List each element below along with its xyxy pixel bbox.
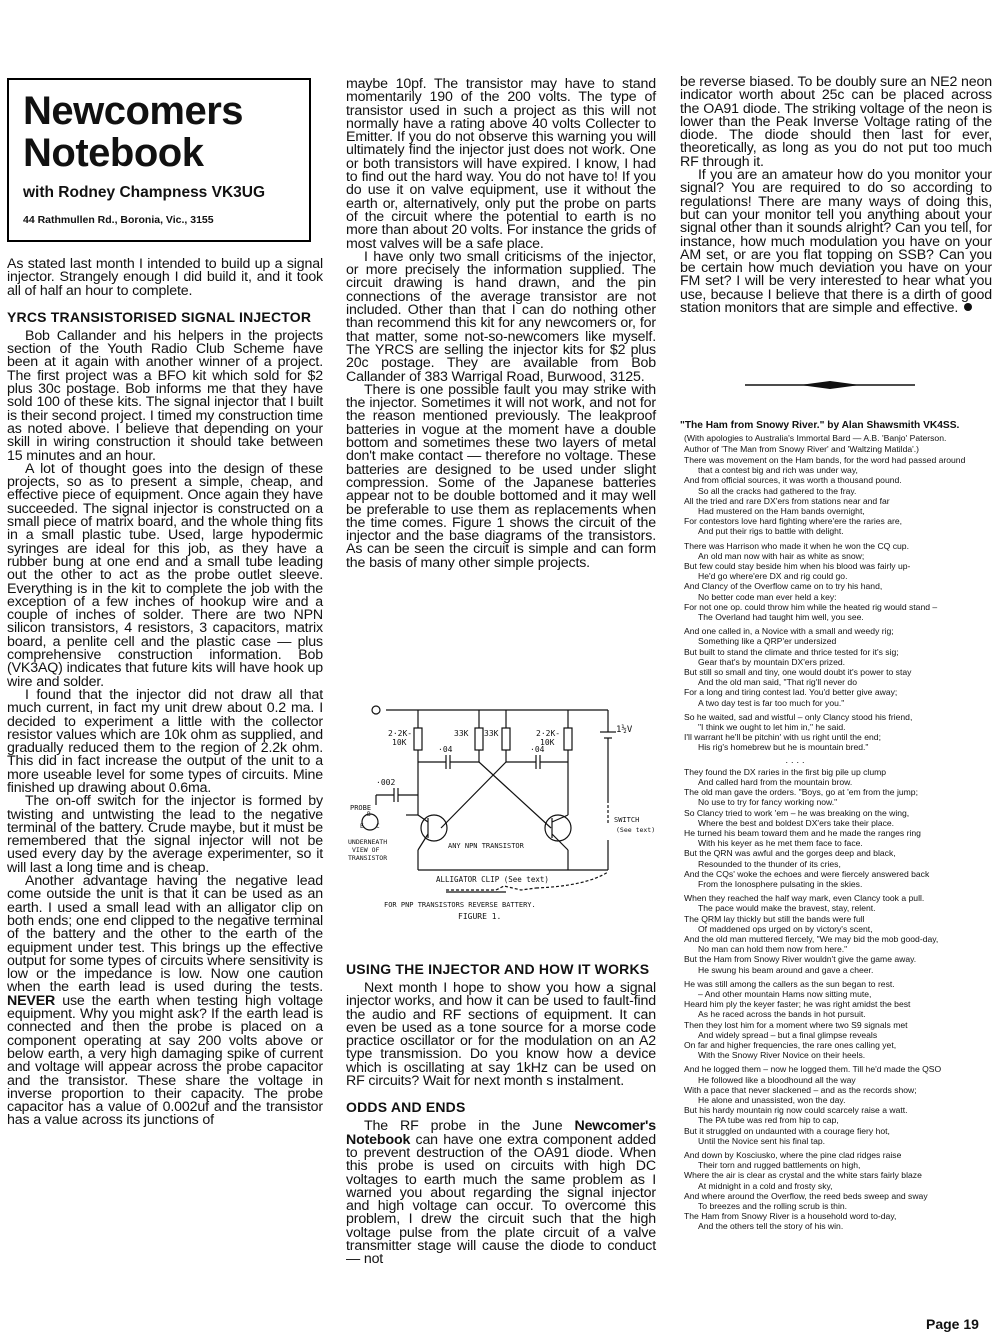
poem-line: With the Snowy River Novice on their heels.	[698, 1050, 866, 1061]
paragraph: maybe 10pf. The transistor may have to stand momentarily 190 of the 200 volts. The type of transistor used in such a project as this will not normally have a rating above 40 volts Collecter to Emitter. If you do not observe this warning you will ultimately find the injector just does not work. One or both transistors will have expired. I know, I had to find out the hard way. You do not have to! If you do use it on valve equipment, use it without the earth or, alternatively, only put the probe on parts of the circuit where the potential to earth is no more than about 20 volts. For instance the grids of most valves will be a safe place.	[346, 76, 656, 252]
paragraph: Bob Callander and his helpers in the projects section of the Youth Radio Club Scheme have been at it again with another winner of a project. The first project was a BFO kit which sold for $2 plus 30c postage. Bob informs me that they have sold 100 of these kits. The signal injector that I built is their second project. I timed my construction time as noted above. I believe that depending on your skill in wiring construction it should take between 15 minutes and an hour.	[7, 327, 323, 464]
section-heading-odds-and-ends: ODDS AND ENDS	[346, 1099, 466, 1116]
poem-line: As he raced across the bands in hot pursuit.	[698, 1009, 866, 1020]
poem-line: But few could stay beside him when his blood was fairly up-	[684, 561, 911, 572]
poem-line: Had mustered on the Ham bands overnight,	[698, 506, 865, 517]
svg-text:TRANSISTOR: TRANSISTOR	[348, 854, 388, 862]
pnp-note: FOR PNP TRANSISTORS REVERSE BATTERY.	[384, 901, 536, 909]
poem-line: There was movement on the Ham bands, for the word had passed around	[684, 455, 966, 465]
section-heading-injector: YRCS TRANSISTORISED SIGNAL INJECTOR	[7, 308, 312, 325]
poem-line: But the Ham from Snowy River wouldn't give the game away.	[684, 954, 917, 965]
paragraph: I found that the injector did not draw all that much current, in fact my unit drew about 0.2 ma. I decided to experiment a little with the collector resistor values which are 10k ohm as supplied, and gradually reduced them to the region of 2.2k ohm. This did in fact increase the output of the unit to a more useable level for some types of circuits. Mine finished up drawing about 0.6ma.	[7, 686, 323, 796]
poem-line: No better code man ever held a key:	[698, 591, 837, 602]
poem-stanzas	[680, 455, 995, 1232]
poem-line: He turned his beam toward them and he made the ranges ring	[684, 827, 921, 838]
poem-note: (With apologies to Australia's Immortal Bard — A.B. 'Banjo' Paterson.	[684, 433, 947, 443]
poem-line: He alone and unassisted, won the day.	[698, 1094, 846, 1105]
poem-stanza	[684, 1150, 995, 1232]
paragraph: I have only two small criticisms of the injector, or more precisely the information supplied. The circuit drawing is hand drawn, and the pin connections of the average transistor are not included. Other than that I can do nothing other than recommend this kit for any newcomers or, for that matter, some not-so-newcomers like myself. The YRCS are selling the injector kits for $2 plus 20c postage. They are available from Bob Callander of 383 Warrigal Road, Burwood, 3125.	[346, 248, 656, 385]
poem-line: From the Ionosphere pulsating in the skies.	[698, 878, 863, 889]
transistor-label: ANY NPN TRANSISTOR	[448, 842, 524, 850]
poem-separator: · · · ·	[785, 756, 805, 767]
poem-line: But the QRN was awful and the gorges deep and black,	[684, 848, 896, 859]
poem-line: "I think we ought to let him in," he said.	[698, 722, 846, 733]
paragraph: Another advantage having the negative lead come outside the unit is that it can be used as an earth. I used a small lead with an alligator clip on both ends; one end clipped to the negative terminal of the battery and the other to the earth of the equipment under test. This brings up the effective output for some types of circuits where sensitivity is low or the impedance is low. Now one caution when the earth lead is used during the tests. NEVER use the earth when testing high voltage equipment. Why you might ask? If the earth lead is connected and then the probe is placed on a component operating at say 200 volts above or below earth, a very high damaging spike of current and voltage will appear across the probe capacitor and the transistor. These share the voltage in inverse proportion to their capacity. The probe capacitor has a value of 0.002uf and the transistor has a value across its junctions of	[7, 873, 324, 1129]
svg-text:E: E	[360, 823, 364, 830]
poem-line: The QRM lay thickly but still the bands were full	[684, 913, 865, 924]
poem-line: Where the best and boldest DX'ers take their place.	[698, 817, 895, 828]
intro-paragraph: As stated last month I intended to build up a signal injector. Strangely enough I did build it, and it took all of half an hour to complete.	[7, 256, 323, 299]
svg-text:10K: 10K	[392, 738, 407, 747]
poem-stanza	[684, 455, 995, 537]
poem-line: On far and higher frequencies, the rare ones calling yet,	[684, 1039, 897, 1050]
paragraph: The on-off switch for the injector is formed by twisting and untwisting the lead to the negative terminal of the battery. Crude maybe, but it must be remembered that the signal injector will not be used every day by the average experimenter, so it will last a long time and is cheap.	[7, 793, 323, 876]
svg-text:UNDERNEATH: UNDERNEATH	[348, 838, 388, 846]
svg-text:33K: 33K	[484, 729, 499, 738]
section-heading-using-injector: USING THE INJECTOR AND HOW IT WORKS	[346, 961, 650, 977]
svg-text:PROBE: PROBE	[350, 804, 372, 812]
poem-line: Until the Novice sent his final tap.	[698, 1135, 826, 1146]
poem-line: But it struggled on undaunted with a courage fiery hot,	[684, 1125, 890, 1136]
svg-text:(See text): (See text)	[616, 826, 656, 834]
poem-line: And the old man muttered fiercely, "We may bid the mob good-day,	[684, 933, 939, 944]
poem-title: "The Ham from Snowy River." by Alan Shawsmith VK4SS.	[680, 420, 960, 431]
poem-line: The PA tube was red from hip to cap,	[698, 1115, 839, 1126]
poem-line: He swung his beam around and gave a cheer.	[698, 964, 874, 975]
poem-line: So Clancy tried to work 'em – he was breaking on the wing,	[684, 807, 910, 818]
poem-line: And from official sources, it was worth a thousand pound.	[684, 475, 902, 486]
poem-line: With his keyer as he met them face to face.	[698, 838, 863, 849]
paragraph: A lot of thought goes into the design of these projects, so as to present a simple, cheap, and effective piece of equipment. Once again they have succeeded. The signal injector is constructed on a small piece of matrix board, and the whole thing fits in a small plastic tube. Used, large hypodermic syringes are ideal for this job, as they have a rubber bung at one end and a small tube leading out the other to act as the probe outlet sleeve. Everything is in the kit to complete the job with the exception of a few inches of hookup wire and a couple of inches of solder. There are two NPN silicon transistors, 4 resistors, 3 capacitors, matrix board, a penlite cell and the plastic case — plus comprehensive construction information. Bob (VK3AQ) indicates that future kits will have hook up wire and solder.	[7, 460, 323, 690]
svg-text:VIEW OF: VIEW OF	[352, 846, 380, 854]
divider-ornament	[745, 380, 915, 390]
poem-stanza	[684, 541, 995, 623]
poem-line: that a contest big and rich was under way,	[698, 465, 858, 476]
poem-line: So all the cracks had gathered to the fray.	[698, 485, 857, 496]
poem-line: The Overland had taught him well, you see.	[698, 612, 864, 623]
figure-1-circuit	[346, 700, 656, 922]
poem-ham-from-snowy-river	[680, 420, 995, 1236]
poem-line: Their torn and rugged battlements on high,	[698, 1160, 861, 1171]
poem-line: And the old man said, "That rig'll never do	[698, 677, 857, 688]
svg-text:33K: 33K	[454, 729, 469, 738]
poem-line: And he logged them – now he logged them. Till he'd made the QSO	[684, 1064, 942, 1075]
poem-line: But his hardy mountain rig now could scarcely raise a watt.	[684, 1105, 908, 1116]
poem-note: Author of 'The Man from Snowy River' and 'Waltzing Matilda'.)	[684, 444, 920, 454]
poem-line: No man can hold them now from here."	[698, 944, 848, 955]
poem-line: No use to try for fancy working now."	[698, 797, 838, 808]
paragraph: Next month I hope to show you how a signal injector works, and how it can be used to fault-find the audio and RF sections of equipment. It can even be used as a tone source for a morse code practice oscillator or for the modulation on an A2 type transmission. Do you know how a device which is oscillating at say 1kHz can be used on RF circuits? Wait for next month s instalment.	[346, 980, 656, 1090]
poem-line: Where the air is clear as crystal and the white stars fairly blaze	[684, 1170, 922, 1181]
column-2-lower	[346, 950, 656, 1267]
end-of-article-dot-icon	[964, 303, 972, 311]
poem-line: There was Harrison who made it when he won the CQ cup.	[684, 540, 909, 551]
poem-stanza	[684, 979, 995, 1061]
poem-line: A two day test is far too much for you."	[698, 697, 845, 708]
poem-stanza	[684, 767, 995, 889]
poem-line: All the tried and rare DX'ers from stations near and far	[684, 495, 890, 506]
poem-stanza	[684, 626, 995, 708]
svg-text:·04: ·04	[530, 745, 545, 754]
emphasis-column-name: Newcomer's Notebook	[346, 1118, 656, 1148]
paragraph: If you are an amateur how do you monitor your signal? You are required to do so according to regulations! There are many ways of doing this, but can your monitor tell you anything about your signal other than it sounds alright? Can you tell, for instance, how much modulation you have on your AM set, or are you flat topping on SSB? Can you be certain how much deviation you have on your FM set? I will be very interested to hear what you use, because I believe that there is a dirth of good station monitors that are simple and effective.	[680, 167, 992, 317]
author-address: 44 Rathmullen Rd., Boronia, Vic., 3155	[23, 214, 214, 226]
poem-line: And down by Kosciusko, where the pine clad ridges raise	[684, 1150, 902, 1160]
poem-line: An old man now with hair as white as snow;	[698, 550, 865, 561]
byline: with Rodney Champness VK3UG	[23, 184, 266, 201]
poem-stanza	[684, 893, 995, 975]
poem-stanza	[684, 1064, 995, 1146]
svg-text:2·2K-: 2·2K-	[536, 729, 561, 738]
poem-line: To breezes and the rolling scrub is thin.	[698, 1201, 848, 1212]
poem-line: The pace would make the bravest, stay, relent.	[698, 903, 876, 914]
column-2	[346, 78, 656, 570]
poem-line: At midnight in a cold and frosty sky,	[698, 1180, 833, 1191]
poem-line: The Ham from Snowy River is a household word to-day,	[684, 1211, 897, 1222]
poem-line: He'd go where'ere DX and rig could go.	[698, 571, 848, 582]
column-title-box	[7, 78, 311, 242]
paragraph: The RF probe in the June Newcomer's Notebook can have one extra component added to prevent destruction of the OA91 diode. When this probe is used on circuits with high DC voltages to earth much the same problem as I warned you about regarding the signal injector and high voltage can occur. To overcome this problem, I drew the circuit such that the high voltage pulse from the plate circuit of a valve transmitter stage will cause the diode to conduct — not	[346, 1118, 657, 1268]
poem-line: For a long and tiring contest lad. You'd better give away;	[684, 687, 898, 698]
poem-line: With a pace that never slackened – and as the records show;	[684, 1084, 917, 1095]
emphasis-never: NEVER	[7, 992, 56, 1009]
svg-text:10K: 10K	[540, 738, 555, 747]
poem-line: And widely spread – but a final glimpse reveals	[698, 1029, 878, 1040]
poem-line: The old man gave the orders. "Boys, go at 'em from the jump;	[684, 787, 918, 798]
poem-line: His rig's homebrew but he is mountain bred."	[698, 742, 869, 753]
svg-text:·002: ·002	[376, 778, 396, 787]
alligator-clip-label: ALLIGATOR CLIP (See text)	[436, 875, 549, 884]
column-1	[7, 258, 323, 1128]
svg-text:C: C	[376, 823, 380, 830]
resistor-label: 2·2K-	[388, 729, 413, 738]
poem-line: For contestors love hard fighting where'ere the raries are,	[684, 516, 903, 527]
poem-line: And one called in, a Novice with a small and weedy rig;	[684, 626, 894, 637]
paragraph: be reverse biased. To be doubly sure an NE2 neon indicator worth about 25c can be placed across the OA91 diode. The striking voltage of the neon is lower than the Peak Inverse Voltage rating of the diode. The diode should then last for ever, theoretically, as long as you do not put too much RF through it.	[680, 74, 992, 170]
poem-line: And the CQs' woke the echoes and were fiercely answered back	[684, 868, 930, 879]
svg-text:·04: ·04	[438, 745, 453, 754]
column-3	[680, 76, 992, 315]
poem-line: And the others tell the story of his win.	[698, 1221, 844, 1232]
switch-label: SWITCH	[614, 816, 640, 824]
circuit-diagram	[346, 700, 656, 922]
poem-line: Gear that's by mountain DX'ers prized.	[698, 656, 846, 667]
poem-line: Of maddened ops urged on by victory's scent,	[698, 923, 873, 934]
poem-line: So he waited, sad and wistful – only Clancy stood his friend,	[684, 711, 913, 722]
poem-line: And where around the Overflow, the reed beds sweep and sway	[684, 1190, 928, 1201]
poem-line: Something like a QRP'er undersized	[698, 636, 837, 647]
svg-text:B: B	[367, 811, 371, 818]
poem-line: But built to stand the climate and thrice tested for it's sig;	[684, 646, 899, 657]
poem-stanza	[684, 712, 995, 753]
poem-line: For not one op. could throw him while the heated rig would stand –	[684, 601, 938, 612]
battery-label: 1½V	[616, 725, 633, 735]
paragraph: There is one possible fault you may strike with the injector. Sometimes it will not work, and not for the reason mentioned previously. The leakproof batteries in vogue at the moment have a double bottom and sometimes these two layers of metal don't make contact — therefore no voltage. These batteries are designed to be used under slight compression. Some of the Japanese batteries appear not to be double bottomed and it may well be preferable to use them as replacements when the time comes. Figure 1 shows the circuit of the injector and the base diagrams of the transistors. As can be seen the circuit is simple and can form the basis of many other simple projects.	[346, 381, 656, 571]
poem-line: He followed like a bloodhound all the way	[698, 1074, 856, 1085]
column-title: Newcomers Notebook	[23, 89, 244, 175]
poem-line: Resounded to the thunder of its cries,	[698, 858, 841, 869]
poem-line: And put their rigs to battle with delight.	[698, 526, 844, 537]
poem-line: He was still among the callers as the sun began to rest.	[684, 978, 895, 989]
poem-line: But still so small and tiny, one would doubt it's power to stay	[684, 667, 912, 678]
poem-line: They found the DX raries in the first big pile up clump	[684, 766, 887, 777]
figure-caption: FIGURE 1.	[458, 912, 502, 921]
poem-line: – And other mountain Hams now sitting mute,	[698, 988, 872, 999]
poem-line: When they reached the half way mark, even Clancy took a pull.	[684, 893, 925, 904]
poem-line: Then they lost him for a moment where two S9 signals met	[684, 1019, 908, 1030]
poem-line: And called hard from the mountain brow.	[698, 776, 853, 787]
page-number: Page 19	[926, 1316, 979, 1332]
poem-line: I'll warrant he'll be pitchin' with us right until the end;	[684, 732, 881, 743]
poem-line: Heard him ply the keyer faster; he was right amidst the best	[684, 999, 911, 1010]
poem-line: And Clancy of the Overflow came on to try his hand,	[684, 581, 883, 592]
